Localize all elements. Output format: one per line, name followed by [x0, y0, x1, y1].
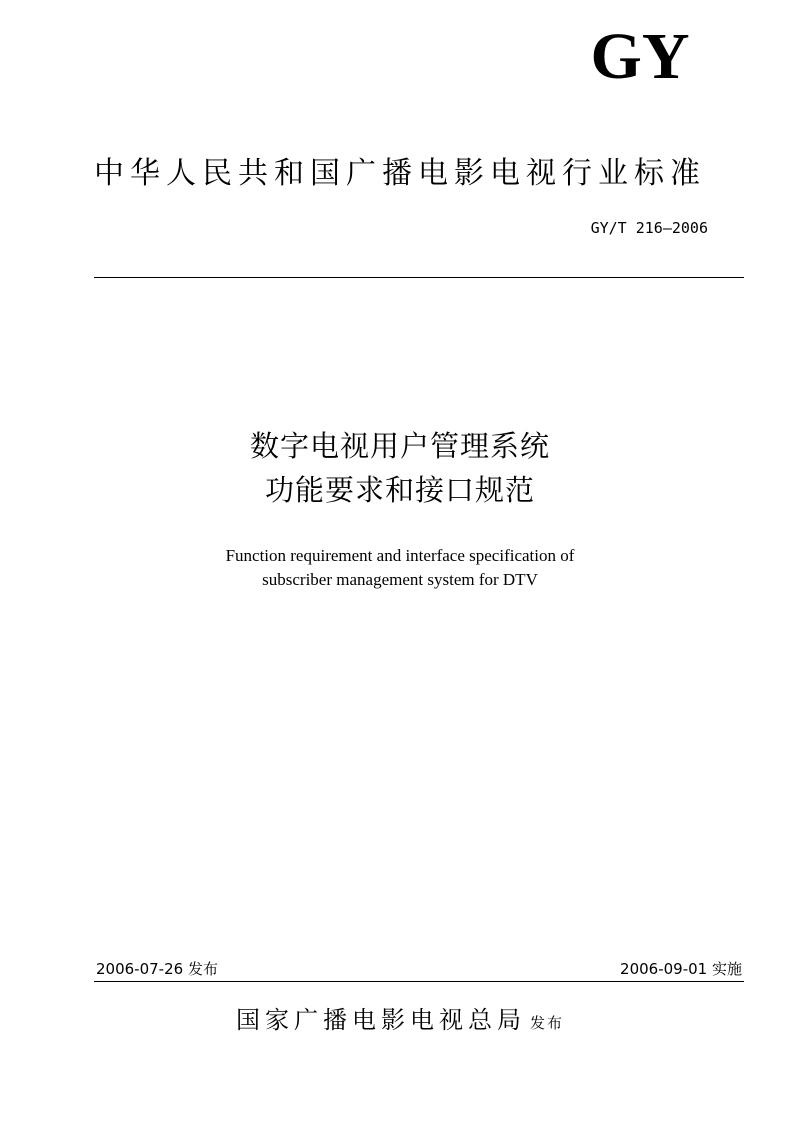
title-en-line1: Function requirement and interface specification of	[225, 546, 575, 565]
standard-number: GY/T 216—2006	[590, 219, 708, 237]
gy-logo-mark	[560, 22, 720, 90]
header-divider	[94, 277, 744, 278]
title-en-line2: subscriber management system for DTV	[262, 570, 538, 589]
publisher	[0, 1000, 800, 1035]
svg-text:GY: GY	[590, 22, 690, 90]
title-cn-line1: 数字电视用户管理系统	[249, 429, 550, 463]
gy-logo	[560, 22, 720, 90]
publisher-suffix: 发布	[529, 1014, 564, 1032]
document-title-cn	[0, 424, 800, 512]
issue-date: 2006-07-26 发布	[96, 960, 218, 978]
footer-divider	[94, 981, 744, 982]
document-title-en	[0, 544, 800, 592]
title-cn-line2: 功能要求和接口规范	[264, 473, 535, 507]
implementation-date: 2006-09-01 实施	[620, 960, 742, 978]
publisher-name: 国家广播电影电视总局	[235, 1006, 526, 1034]
standard-title: 中华人民共和国广播电影电视行业标准	[94, 156, 706, 191]
